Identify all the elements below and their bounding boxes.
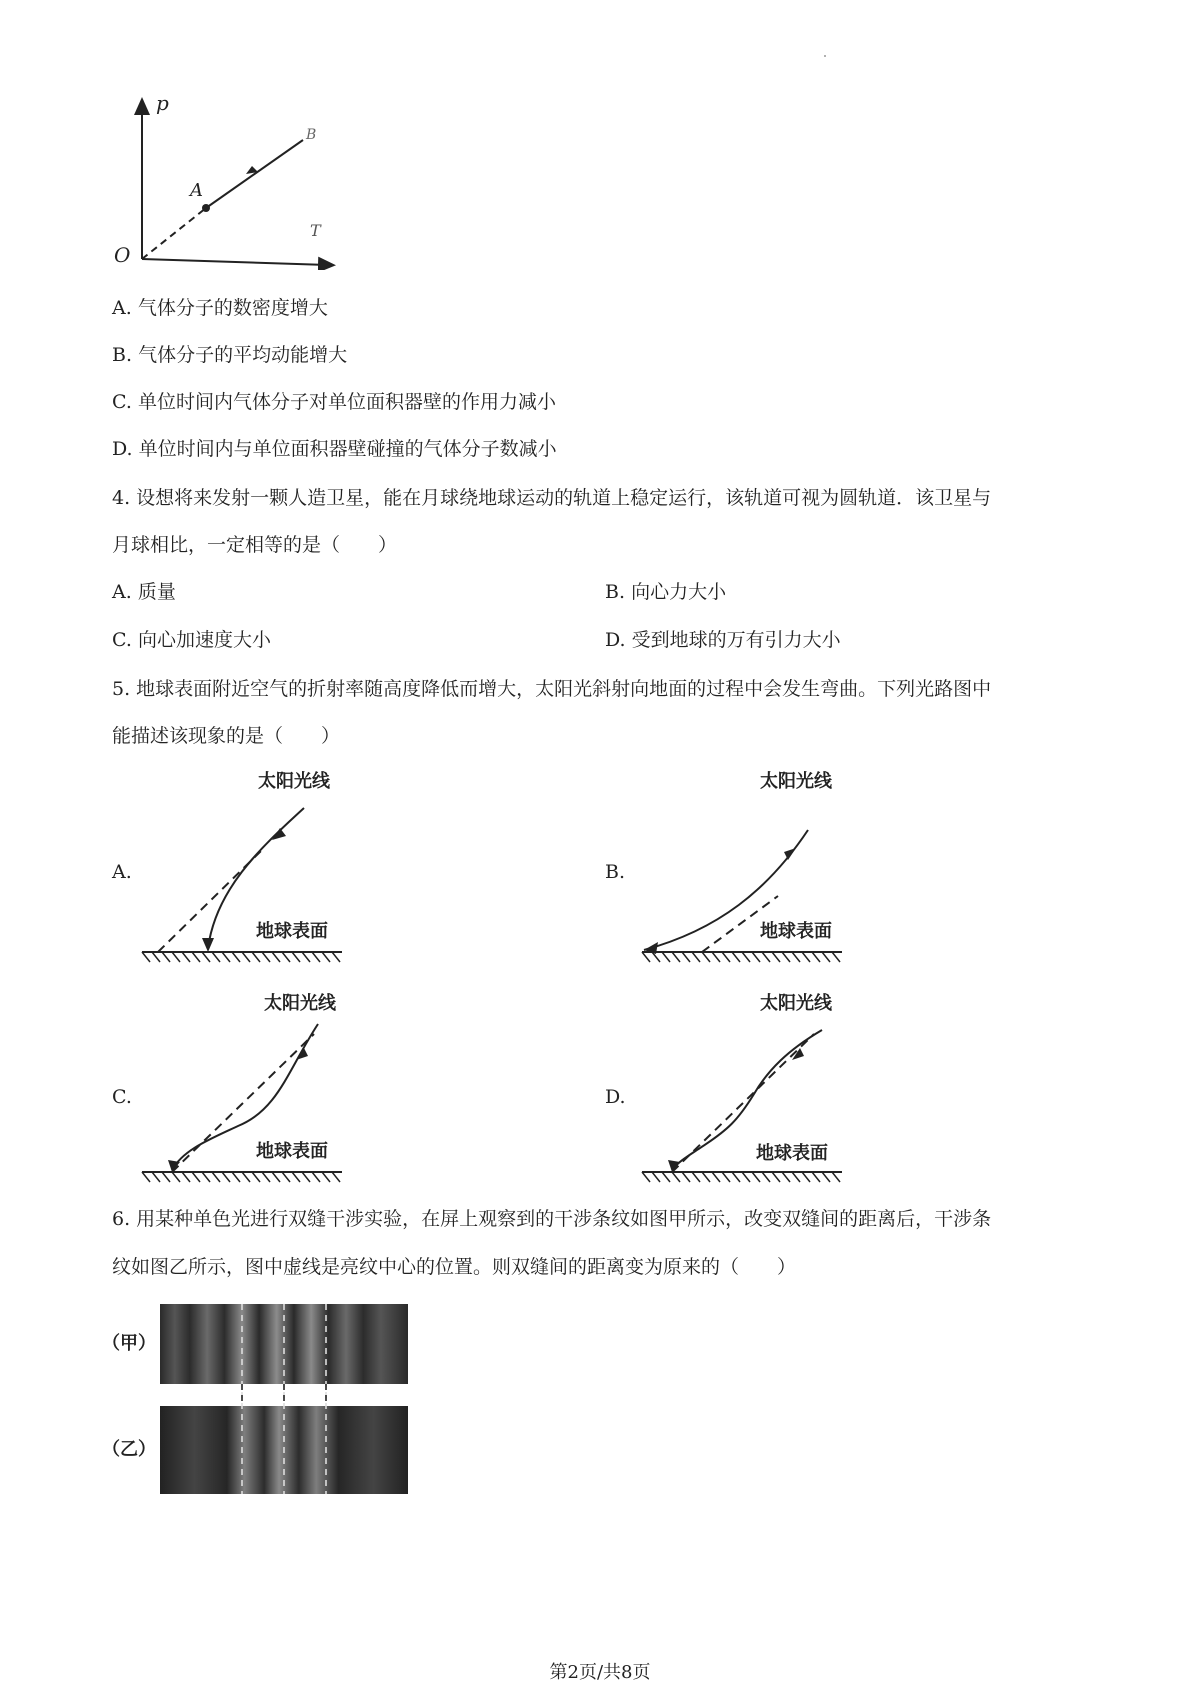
q5-option-a-letter: A. [112, 861, 132, 883]
point-b-label: B [306, 127, 317, 143]
interference-fringes-figure [102, 1300, 418, 1505]
sun-label-a: 太阳光线 [258, 771, 330, 792]
q5-stem-line1: 5. 地球表面附近空气的折射率随高度降低而增大，太阳光斜射向地面的过程中会发生弯曲。下列光路图中 [112, 678, 992, 700]
sun-label-b: 太阳光线 [760, 771, 832, 792]
page-footer: 第2页/共8页 [549, 1662, 651, 1683]
q4-option-b: B. 向心力大小 [605, 581, 727, 603]
q5-option-b-letter: B. [605, 861, 626, 883]
ground-label-c: 地球表面 [256, 1141, 328, 1162]
q3-option-c: C. 单位时间内气体分子对单位面积器壁的作用力减小 [112, 391, 556, 413]
ground-label-a: 地球表面 [256, 921, 328, 942]
q4-option-c: C. 向心加速度大小 [112, 629, 271, 651]
q4-option-d: D. 受到地球的万有引力大小 [605, 629, 841, 651]
process-line-ab [206, 140, 303, 208]
origin-label: O [114, 243, 131, 267]
label-jia: （甲） [102, 1333, 156, 1354]
q5-option-d-letter: D. [605, 1086, 626, 1108]
q5-option-c-letter: C. [112, 1086, 132, 1108]
q5-diagram-c [138, 990, 348, 1190]
q4-option-a: A. 质量 [112, 581, 176, 603]
label-yi: （乙） [102, 1439, 156, 1460]
q6-stem-line1: 6. 用某种单色光进行双缝干涉实验，在屏上观察到的干涉条纹如图甲所示，改变双缝间的距离后，干涉条 [112, 1208, 992, 1230]
x-axis-label: T [310, 221, 321, 240]
q5-diagram-b [638, 770, 848, 970]
point-a-label: A [190, 180, 203, 201]
scan-speck [824, 55, 826, 57]
point-a-dot [202, 204, 210, 212]
q4-stem-line2: 月球相比，一定相等的是（ ） [112, 534, 398, 556]
p-t-graph [114, 91, 338, 270]
sun-label-d: 太阳光线 [760, 993, 832, 1014]
q5-diagram-a [138, 770, 348, 970]
q3-option-b: B. 气体分子的平均动能增大 [112, 344, 348, 366]
x-axis [142, 259, 328, 265]
q3-option-d: D. 单位时间内与单位面积器壁碰撞的气体分子数减小 [112, 438, 557, 460]
q5-diagram-d [638, 990, 848, 1190]
ground-label-b: 地球表面 [760, 921, 832, 942]
q3-option-a: A. 气体分子的数密度增大 [112, 297, 328, 319]
ground-label-d: 地球表面 [756, 1143, 828, 1164]
q6-stem-line2: 纹如图乙所示，图中虚线是亮纹中心的位置。则双缝间的距离变为原来的（ ） [112, 1256, 797, 1278]
q5-stem-line2: 能描述该现象的是（ ） [112, 725, 341, 747]
q4-stem-line1: 4. 设想将来发射一颗人造卫星，能在月球绕地球运动的轨道上稳定运行，该轨道可视为圆轨道．该卫星与 [112, 487, 992, 509]
y-axis-label: p [156, 91, 169, 115]
extension-dashed-line [142, 208, 206, 259]
sun-label-c: 太阳光线 [264, 993, 336, 1014]
